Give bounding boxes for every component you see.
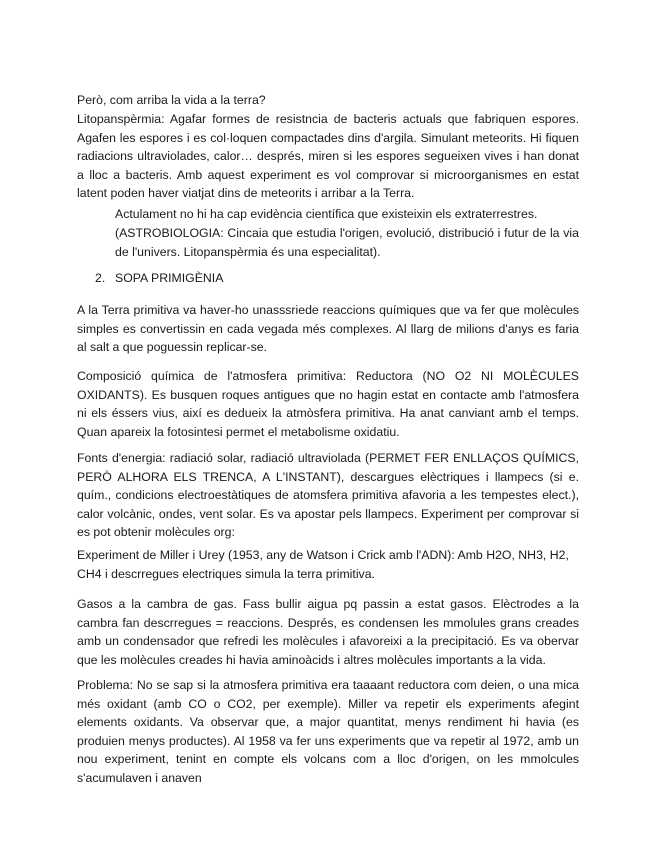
section-number: 2. [95, 271, 106, 285]
section-title: SOPA PRIMIGÈNIA [115, 271, 224, 285]
paragraph: Fonts d'energia: radiació solar, radiació ultraviolada (PERMET FER ENLLAÇOS QUÍMICS, PERÒ ALHORA ELS TRENCA, A L'INSTANT), descargues elèctriques i llampecs (si e. quím., condicions electroestàtiques de atomsfera primitiva afavoria a les tempestes elect.), calor volcànic, ondes, vent solar. Es va apostar pels llampecs. Experiment per comprovar si es pot obtenir molècules org: [77, 451, 579, 540]
astrobiology-paragraph: (ASTROBIOLOGIA: Cincaia que estudia l'origen, evolució, distribució i futur de la via de l'univers. Litopanspèrmia és una especialitat). [115, 226, 579, 259]
note-line: Actulament no hi ha cap evidència científica que existeixin els extraterrestres. [115, 207, 538, 221]
question-line: Però, com arriba la vida a la terra? [77, 93, 266, 107]
paragraph: Gasos a la cambra de gas. Fass bullir aigua pq passin a estat gasos. Elèctrodes a la cambra fan descrregues = reaccions. Després, es condensen les mmolules grans creades amb un condensador que refredi les molècules i afavoreixi a la precipitació. Es va obervar que les molècules creades hi havia aminoàcids i altres molècules importants a la vida. [77, 597, 579, 667]
paragraph: A la Terra primitiva va haver-ho unasssriede reaccions químiques que va fer que molècules simples es convertissin en cada vegada més complexes. Al llarg de milions d'anys es faria al salt a que poguessin replicar-se. [77, 303, 579, 355]
paragraph: Composició química de l'atmosfera primitiva: Reductora (NO O2 NI MOLÈCULES OXIDANTS). Es busquen roques antigues que no hagin estat en contacte amb l'atmosfera ni els éssers vius, així es dedueix la atmòsfera primitiva. Ha anat canviant amb el temps. Quan apareix la fotosintesi permet el metabolisme oxidatiu. [77, 369, 579, 439]
paragraph: Problema: No se sap si la atmosfera primitiva era taaaant reductora com deien, o una mica més oxidant (amb CO o CO2, per exemple). Miller va repetir els experiments afegint elements oxidants. Va observar que, a major quantitat, menys rendiment hi havia (es produien menys productes). Al 1958 va fer uns experiments que va repetir al 1972, amb un nou experiment, tenint en compte els volcans com a lloc d'origen, on les mmolcules s'acumulaven i anaven [77, 678, 579, 785]
lithopanspermia-paragraph: Litopanspèrmia: Agafar formes de resistncia de bacteris actuals que fabriquen espores. Agafen les espores i es col·loquen compactades dins d'argila. Simulant meteorits. Hi fiquen radiacions ultraviolades, calor… després, miren si les espores segueixen vives i han donat a lloc a bacteris. Amb aquest experiment es vol comprovar si microorganismes en estat latent poden haver viatjat dins de meteorits i arribar a la Terra. [77, 112, 579, 201]
paragraph: Experiment de Miller i Urey (1953, any de Watson i Crick amb l'ADN): Amb H2O, NH3, H2, CH4 i descrregues electriques simula la terra primitiva. [77, 548, 569, 581]
